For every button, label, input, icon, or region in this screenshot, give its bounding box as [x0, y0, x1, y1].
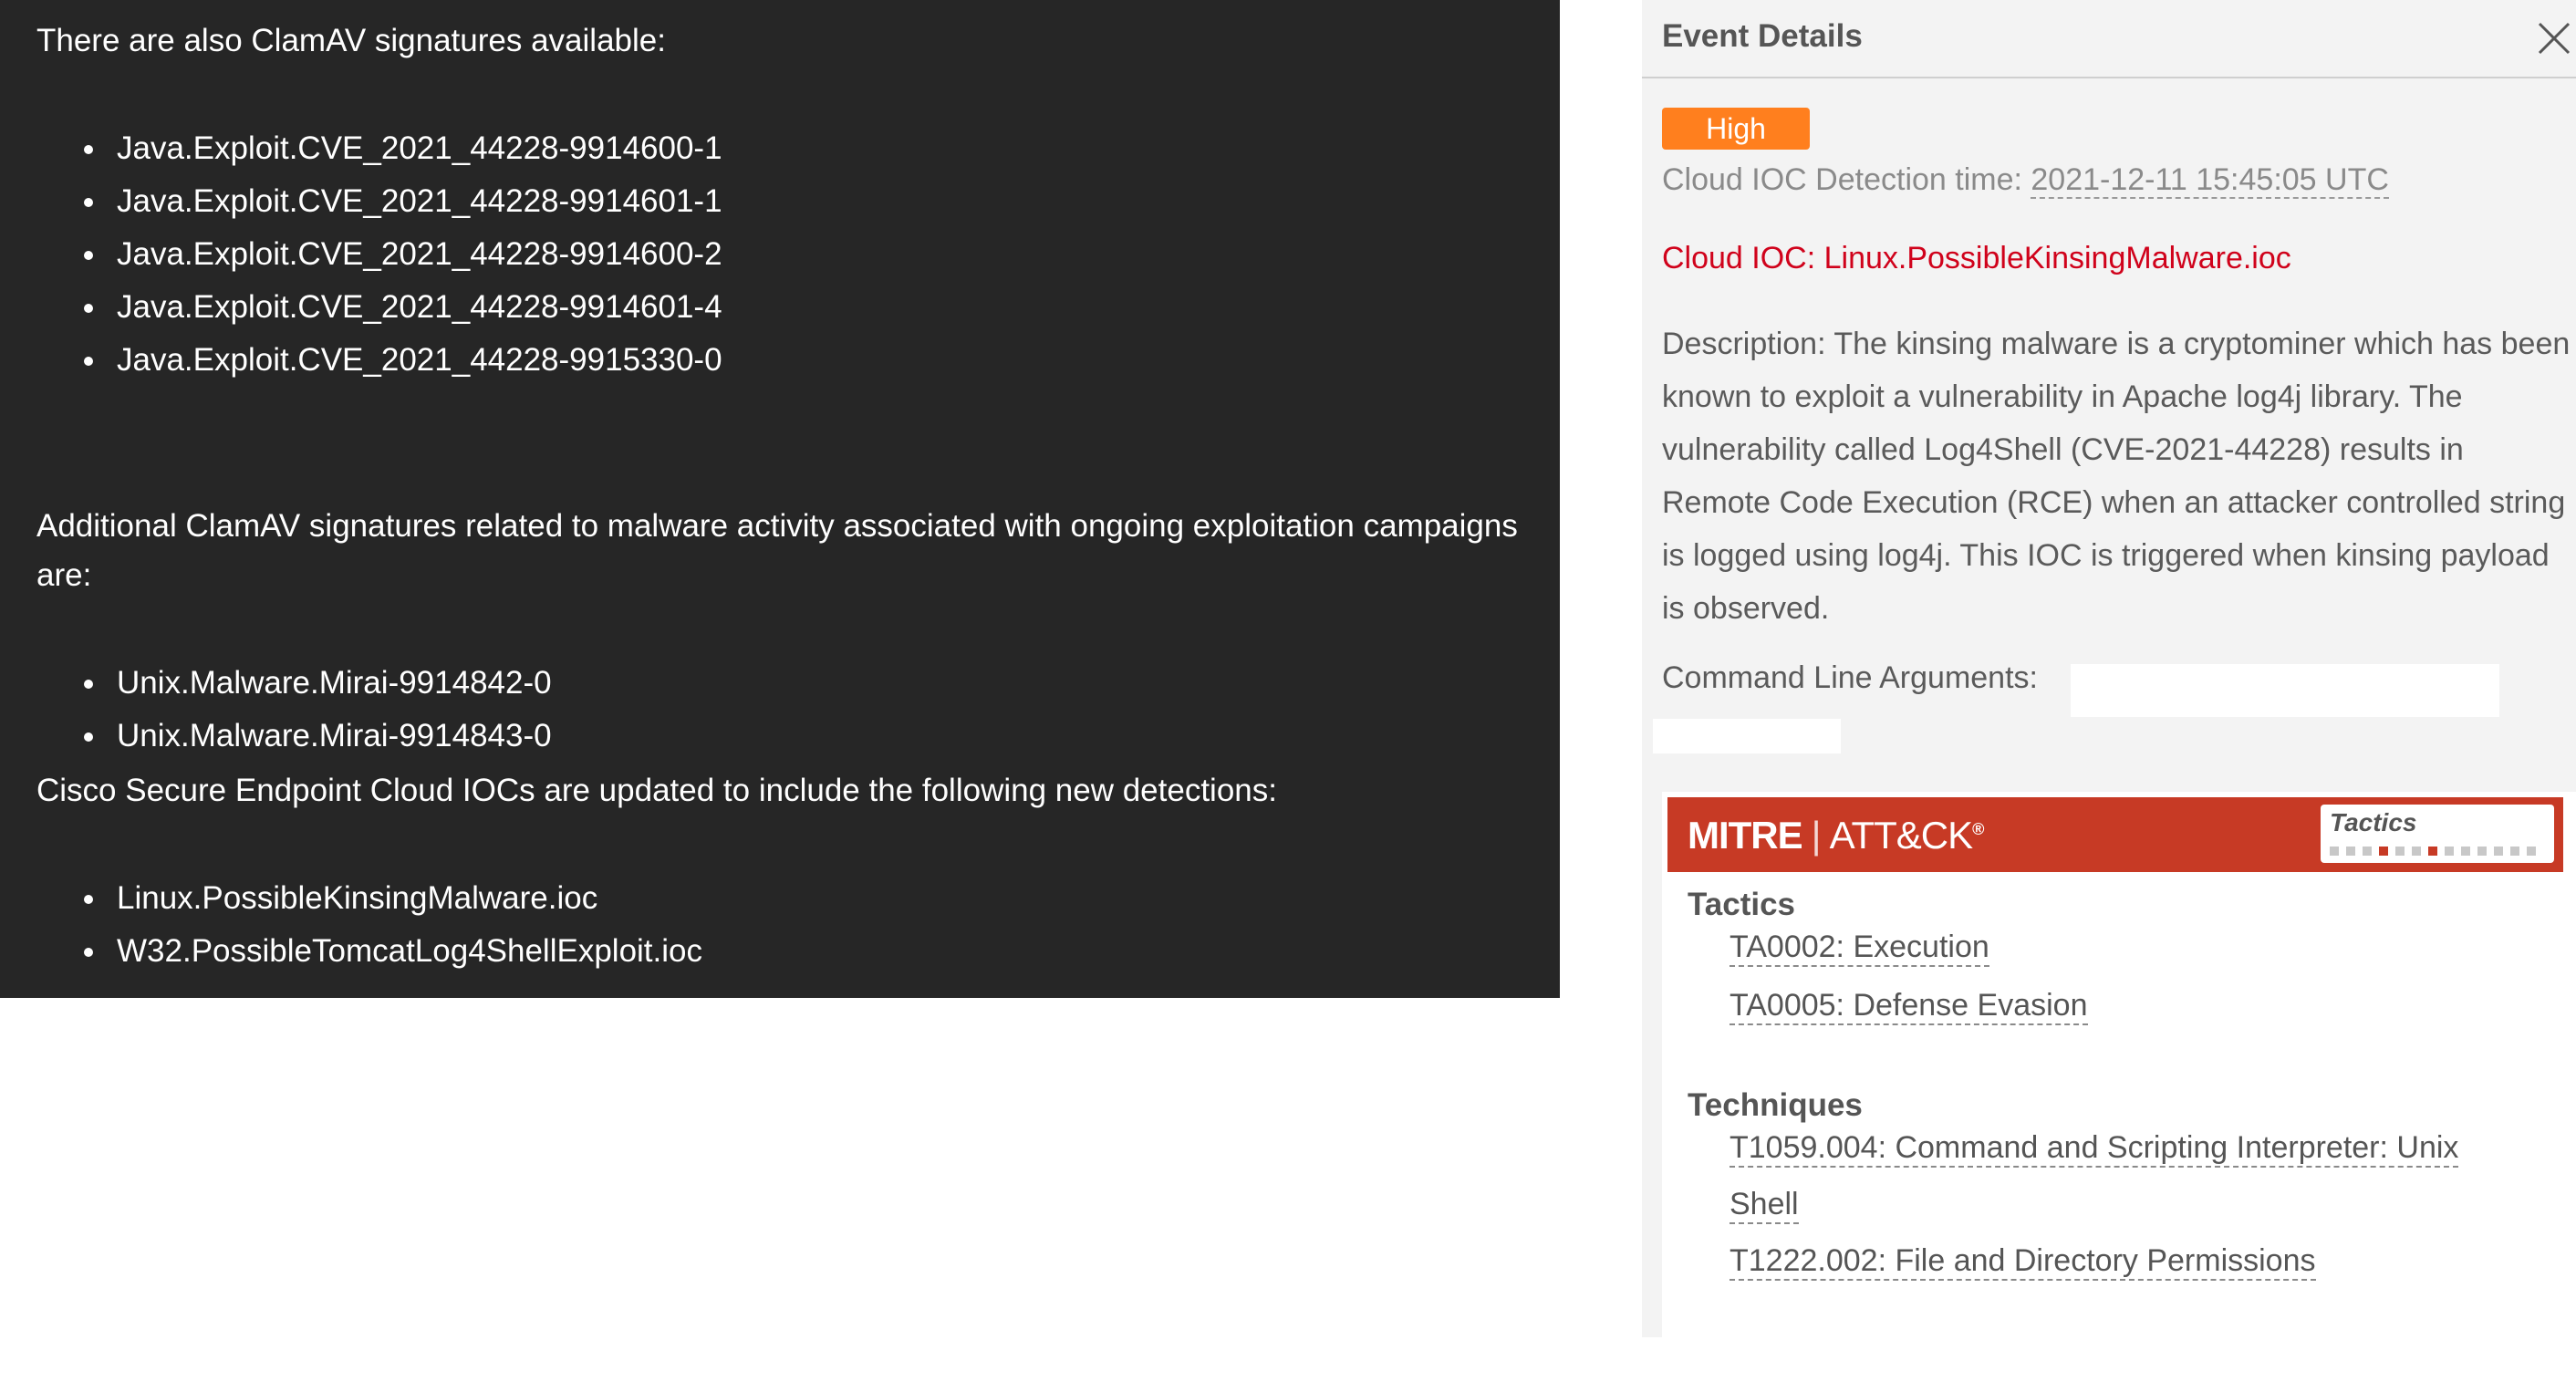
cloud-ioc-item: Linux.PossibleKinsingMalware.ioc [117, 872, 1560, 925]
tactic-dot-active [2428, 847, 2437, 856]
close-button[interactable] [2536, 20, 2572, 57]
cloud-ioc-name: Cloud IOC: Linux.PossibleKinsingMalware.ioc [1662, 241, 2291, 275]
mitre-attack-logo: MITRE | ATT&CK® [1688, 814, 1984, 857]
panel-title: Event Details [1662, 18, 1863, 54]
signature-item: Java.Exploit.CVE_2021_44228-9915330-0 [117, 334, 1560, 387]
tactic-dot [2461, 847, 2470, 856]
tactic-dot-active [2379, 847, 2388, 856]
mitre-logo-sub: ATT&CK [1829, 814, 1973, 857]
tactic-dot [2477, 847, 2487, 856]
tactic-dot [2330, 847, 2339, 856]
signature-item: Java.Exploit.CVE_2021_44228-9914600-2 [117, 228, 1560, 281]
signature-item: Unix.Malware.Mirai-9914843-0 [117, 710, 1560, 763]
detection-time-label: Cloud IOC Detection time: [1662, 162, 2031, 197]
tactics-legend-box [2321, 805, 2554, 863]
technique-link-file-permissions[interactable]: T1222.002: File and Directory Permissions [1729, 1242, 2316, 1281]
cloud-ioc-list [36, 872, 1560, 978]
tactic-dot [2395, 847, 2405, 856]
command-line-value-redacted [2071, 664, 2499, 717]
tactic-dot [2510, 847, 2519, 856]
advisory-article [0, 0, 1560, 998]
tactic-dot [2346, 847, 2355, 856]
tactic-link-defense-evasion[interactable]: TA0005: Defense Evasion [1729, 987, 2088, 1025]
mitre-attack-card [1662, 792, 2576, 1392]
signature-item: Java.Exploit.CVE_2021_44228-9914601-1 [117, 175, 1560, 228]
tactic-dot [2527, 847, 2536, 856]
mitre-logo-mark: ® [1972, 820, 1984, 838]
tactics-section-title: Tactics [1688, 887, 1796, 922]
tactic-dot [2412, 847, 2421, 856]
tactic-dot [2445, 847, 2454, 856]
additional-signatures-text: Additional ClamAV signatures related to malware activity associated with ongoing exploitation campaigns are: [36, 508, 1518, 593]
signature-item: Java.Exploit.CVE_2021_44228-9914600-1 [117, 122, 1560, 175]
mitre-logo-main: MITRE [1688, 814, 1802, 857]
tactics-matrix-dots [2330, 847, 2549, 856]
severity-badge: High [1662, 108, 1810, 150]
tactics-box-label: Tactics [2330, 808, 2417, 836]
detection-time [1662, 162, 2389, 198]
event-details-header [1642, 0, 2576, 78]
event-details-panel [1642, 0, 2576, 1337]
technique-link-unix-shell[interactable]: T1059.004: Command and Scripting Interpreter: Unix [1729, 1129, 2458, 1168]
signature-item: Java.Exploit.CVE_2021_44228-9914601-4 [117, 281, 1560, 334]
technique-link-unix-shell-cont[interactable]: Shell [1729, 1186, 1799, 1224]
java-signature-list [36, 122, 1560, 387]
tactic-dot [2494, 847, 2503, 856]
detection-timestamp[interactable]: 2021-12-11 15:45:05 UTC [2031, 162, 2389, 197]
signature-item: Unix.Malware.Mirai-9914842-0 [117, 657, 1560, 710]
mitre-banner [1667, 797, 2563, 872]
command-line-label: Command Line Arguments: [1662, 660, 2038, 695]
tactic-dot [2363, 847, 2372, 856]
unix-signature-list [36, 657, 1560, 763]
command-line-value-redacted [1653, 719, 1841, 753]
cloud-ioc-item: W32.PossibleTomcatLog4ShellExploit.ioc [117, 925, 1560, 978]
techniques-section-title: Techniques [1688, 1087, 1863, 1123]
clamav-intro-text: There are also ClamAV signatures available: [36, 23, 666, 58]
cloud-ioc-intro-text: Cisco Secure Endpoint Cloud IOCs are updated to include the following new detections: [36, 773, 1277, 808]
close-icon [2536, 20, 2572, 57]
tactic-link-execution[interactable]: TA0002: Execution [1729, 929, 1989, 967]
event-description: Description: The kinsing malware is a cryptominer which has been known to exploit a vulnerability in Apache log4j library. The vulnerability called Log4Shell (CVE-2021-44228) results in Remote Code Execution (RCE) when an attacker controlled string is logged using log4j. This IOC is triggered when kinsing payload is observed. [1662, 327, 2571, 626]
